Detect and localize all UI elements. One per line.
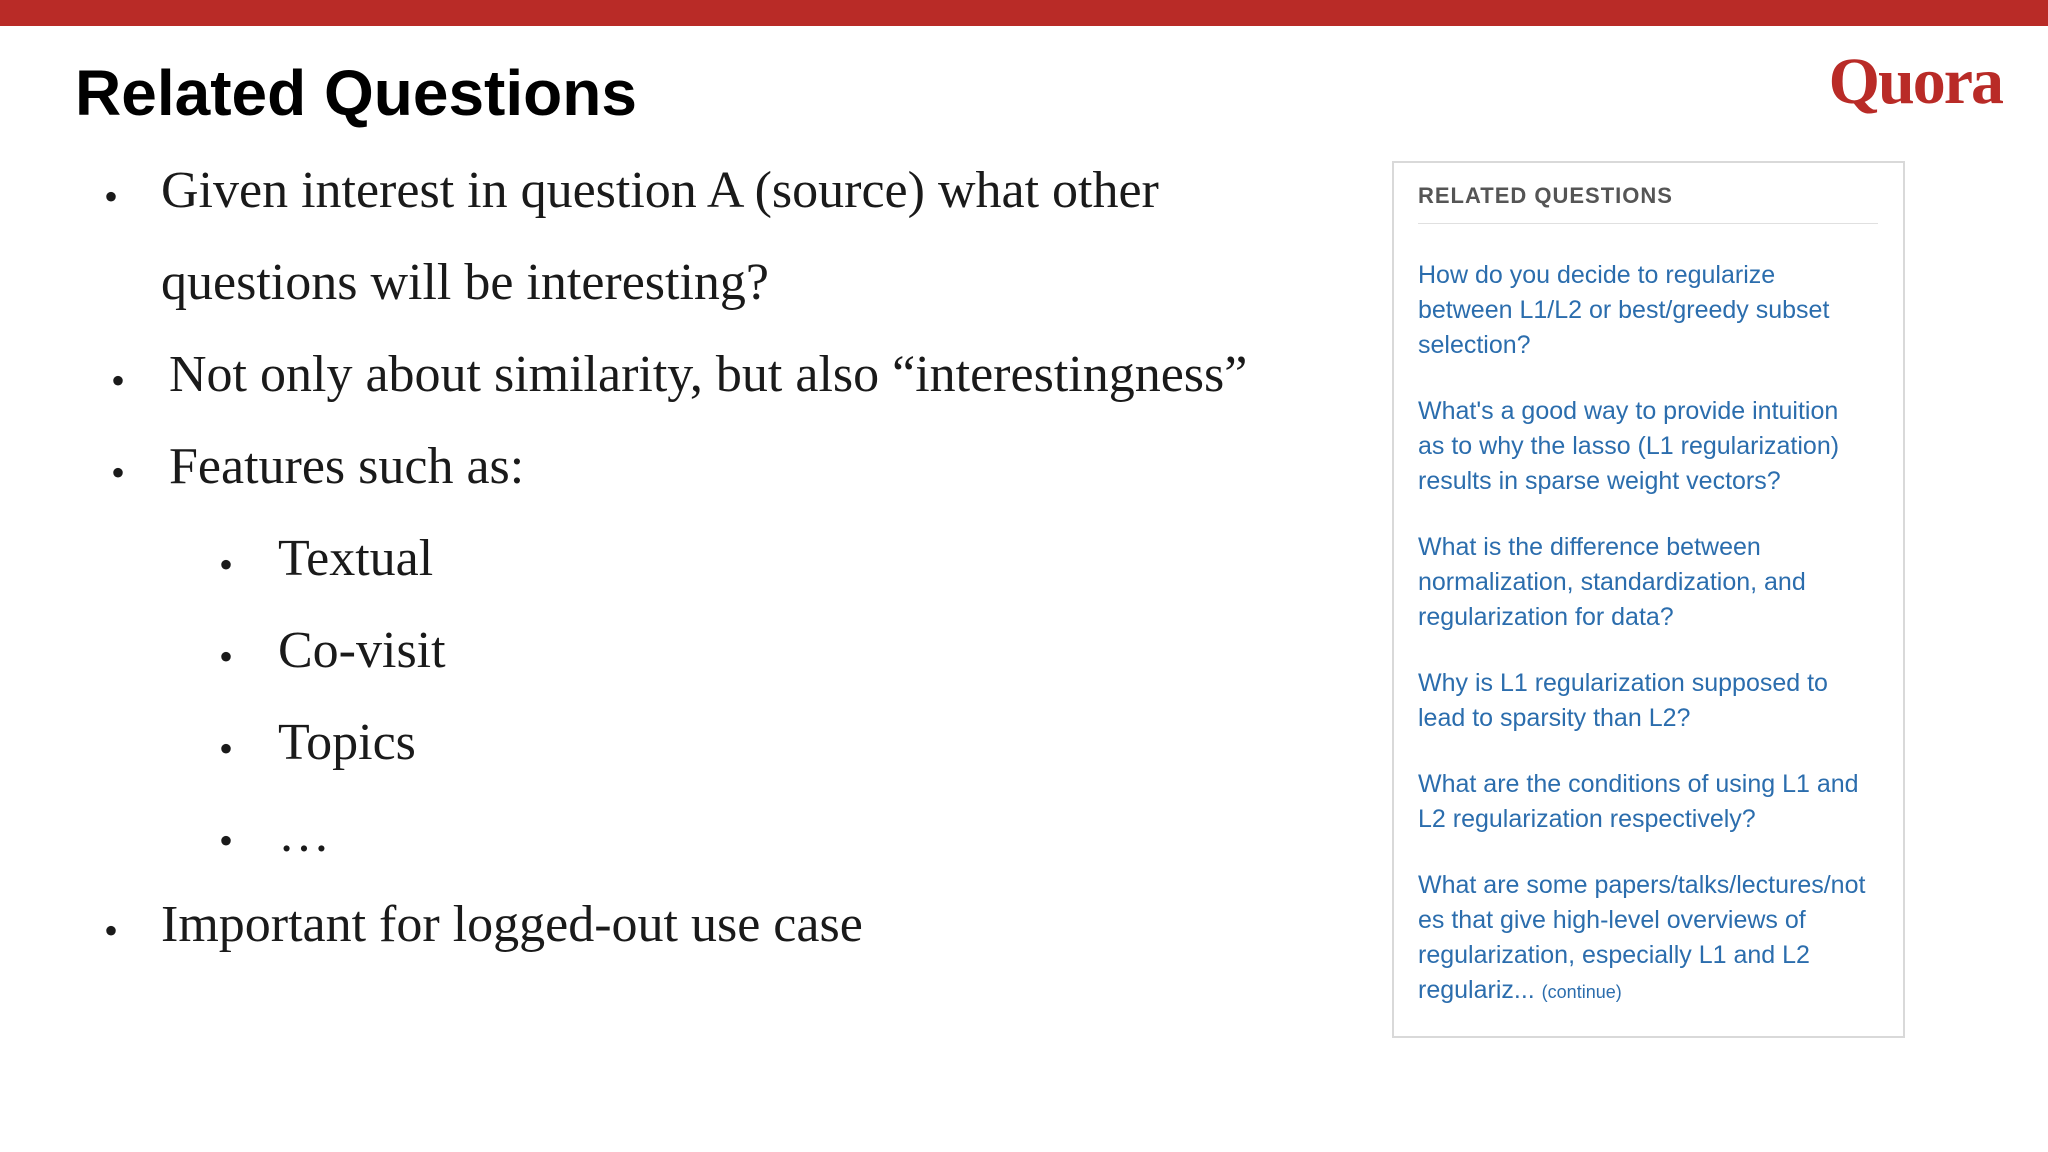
related-question-link[interactable]: What are the conditions of using L1 and L2 regularization respectively? xyxy=(1418,770,1859,833)
bullet-logged-out: Important for logged-out use case xyxy=(161,896,863,953)
quora-logo: Quora xyxy=(1828,45,2002,118)
bullet-marker: • xyxy=(219,542,234,587)
panel-heading: RELATED QUESTIONS xyxy=(1418,183,1878,224)
sub-bullet-topics: Topics xyxy=(278,714,416,771)
related-questions-panel xyxy=(1392,161,1905,1038)
bullet-features: Features such as: xyxy=(169,438,525,495)
bullet-marker: • xyxy=(219,818,234,863)
bullet-marker: • xyxy=(111,450,126,495)
sub-bullet-ellipsis: … xyxy=(278,806,330,863)
bullet-interest-line2: questions will be interesting? xyxy=(161,254,770,311)
bullet-marker: • xyxy=(104,908,119,953)
related-question-link[interactable]: What are some papers/talks/lectures/not es that give high-level overviews of regularization, especially L1 and L2 regulariz... (continue) xyxy=(1418,871,1866,1004)
related-question-link[interactable]: Why is L1 regularization supposed to lead to sparsity than L2? xyxy=(1418,669,1828,732)
bullet-similarity: Not only about similarity, but also “interestingness” xyxy=(169,346,1248,403)
bullet-marker: • xyxy=(219,726,234,771)
related-question-link[interactable]: What is the difference between normalization, standardization, and regularization for data? xyxy=(1418,533,1806,631)
related-question-link[interactable]: What's a good way to provide intuition as to why the lasso (L1 regularization) results in sparse weight vectors? xyxy=(1418,397,1840,495)
related-question-link[interactable]: How do you decide to regularize between L1/L2 or best/greedy subset selection? xyxy=(1418,261,1830,359)
bullet-interest-line1: Given interest in question A (source) what other xyxy=(161,162,1159,219)
sub-bullet-covisit: Co-visit xyxy=(278,622,446,679)
sub-bullet-textual: Textual xyxy=(278,530,434,587)
continue-link[interactable]: (continue) xyxy=(1541,982,1622,1002)
bullet-marker: • xyxy=(104,174,119,219)
bullet-marker: • xyxy=(219,634,234,679)
slide-title: Related Questions xyxy=(75,57,637,129)
bullet-marker: • xyxy=(111,358,126,403)
